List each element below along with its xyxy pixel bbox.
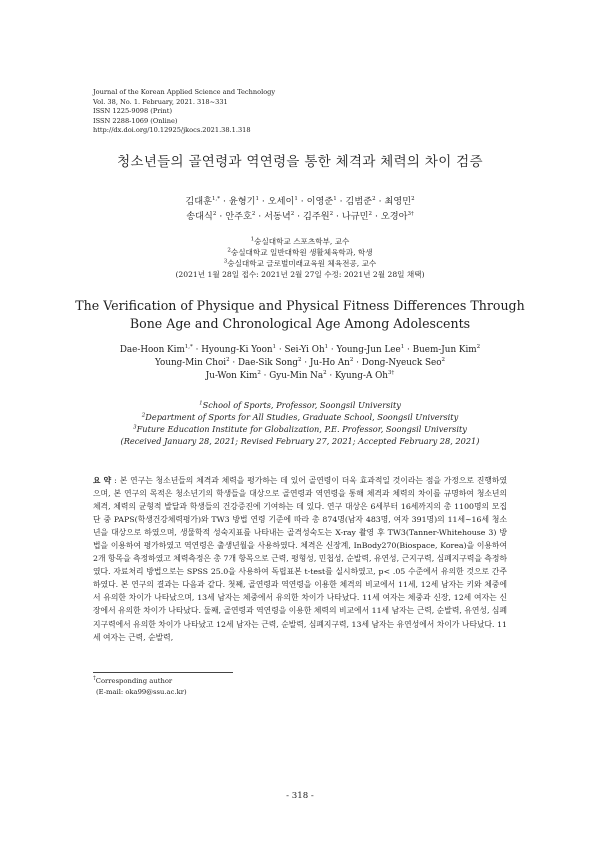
author-affiliation-mark: 1,* <box>212 195 221 202</box>
korean-affiliation-1: $^1$숭실대학교 스포츠학부, 교수 <box>250 236 350 246</box>
author-separator: · <box>192 345 202 355</box>
author-affiliation-mark: 1 <box>400 344 405 351</box>
author-name: 안주호 <box>225 210 252 222</box>
author-separator: · <box>333 210 342 222</box>
author-name: 김대훈 <box>185 196 213 207</box>
author-name: Hyoung-Ki Yoon <box>201 345 273 355</box>
author-name: 김범준 <box>345 196 373 207</box>
abstract-text: 본 연구는 청소년들의 체격과 체력을 평가하는 데 있어 골연령이 더욱 효과적일 것이라는 점을 가정으로 진행하였으며, 본 연구의 목적은 청소년기의 학생들을 대상으로 골연령과 역연령을 통해 체격과 체력의 차이를 규명하여 청소년의 체격, 체력의 균형적 발달과 학생들의 건강증진에 기여하는 데 있다. 연구 대상은 6세부터 16세까지의 총 1100명의 모집단 중 PAPS(학생건강체력평가)와 TW3 방법 연령 기준에 따라 총 874명(남자 483명, 여자 391명)의 11세~16세 청소년을 대상으로 하였으며, 생물학적 성숙지표를 나타내는 골격성숙도는 X-ray 촬영 후 TW3(Tanner-Whitehouse 3) 방법을 이용하여 평가하였고 역연령은 출생년월을 사용하였다. 체격은 신장계, InBody270(Biospace, Korea)을 이용하여 2개 항목을 측정하였고 체력측정은 총 7개 항목으로 근력, 평형성, 민첩성, 순발력, 유연성, 근지구력, 심폐지구력을 측정하였다. 자료처리 방법으로는 SPSS 25.0을 사용하여 독립표본 t-test를 실시하였고, p< .05 수준에서 유의한 것으로 간주하였다. 본 연구의 결과는 다음과 같다. 첫째, 골연령과 역연령을 이용한 체격의 비교에서 11세, 12세 남자는 키와 체중에서 유의한 차이가 나타났으며, 13세 남자는 체중에서 유의한 차이가 나타났다. 11세 여자는 체중과 신장, 12세 여자는 신장에서 유의한 차이가 나타났다. 둘째, 골연령과 역연령을 이용한 체력의 비교에서 11세 남자는 근력, 순발력, 유연성, 심폐지구력에서 유의한 차이가 나타났고 12세 남자는 근력, 순발력, 심폐지구력, 13세 남자는 유연성에서 차이가 나타났다. 11세 여자는 근력, 순발력, <box>93 476 507 642</box>
author-affiliation-mark: 1 <box>333 195 337 202</box>
author-affiliation-mark: 3† <box>387 369 395 376</box>
korean-affiliation-3: $^3$숭실대학교 글로벌미래교육원 체육전공, 교수 <box>223 258 377 268</box>
english-authors <box>0 344 600 382</box>
author-separator: · <box>220 196 229 207</box>
author-name: Buem-Jun Kim <box>412 345 477 355</box>
author-name: Sei-Yi Oh <box>284 345 325 355</box>
korean-affiliations <box>0 236 600 280</box>
author-separator: · <box>276 345 285 355</box>
author-name: 김주원 <box>303 210 330 222</box>
author-name: 이영준 <box>306 196 334 207</box>
author-affiliation-mark: 1,* <box>184 344 193 351</box>
author-affiliation-mark: 2 <box>349 356 354 363</box>
author-separator: · <box>258 196 268 207</box>
author-name: Dong-Nyeuck Seo <box>361 357 442 368</box>
journal-info <box>93 88 275 136</box>
author-separator: · <box>353 357 362 368</box>
author-separator: · <box>375 196 385 207</box>
korean-title: 청소년들의 골연령과 역연령을 통한 체격과 체력의 차이 검증 <box>117 154 483 170</box>
author-separator: · <box>229 357 238 368</box>
author-name: 오경아 <box>380 210 408 222</box>
author-name: 윤형기 <box>228 196 256 207</box>
author-affiliation-mark: 2 <box>290 210 295 217</box>
abstract-label: 요 약 <box>93 476 112 485</box>
author-separator: · <box>216 210 226 222</box>
english-authors-line-3 <box>0 370 600 383</box>
author-name: 송대식 <box>186 210 213 222</box>
author-affiliation-mark: 2 <box>476 344 481 351</box>
korean-received-dates: (2021년 1월 28일 접수: 2021년 2월 27일 수정: 2021년 2월 28일 채택) <box>175 270 425 279</box>
author-name: 최영민 <box>384 196 412 207</box>
author-affiliation-mark: 2 <box>257 369 261 376</box>
korean-authors-line-1 <box>0 195 600 210</box>
author-separator: · <box>336 196 346 207</box>
author-affiliation-mark: 2 <box>372 195 376 202</box>
author-affiliation-mark: 1 <box>324 344 329 351</box>
journal-name: Journal of the Korean Applied Science and Technology <box>93 88 276 96</box>
footnote-divider <box>93 672 233 673</box>
author-name: 나규민 <box>341 210 369 222</box>
author-name: 서동녁 <box>264 210 291 222</box>
author-affiliation-mark: 2 <box>441 356 445 363</box>
english-affiliation-2: $^2$Department of Sports for All Studies, Graduate School, Soongsil University <box>141 412 459 422</box>
author-separator: · <box>255 210 265 222</box>
author-affiliation-mark: 2 <box>298 356 302 363</box>
author-separator: · <box>297 196 307 207</box>
journal-doi[interactable]: http://dx.doi.org/10.12925/jkocs.2021.38.1.318 <box>93 126 251 135</box>
author-separator: · <box>372 210 381 222</box>
footnote <box>93 676 187 697</box>
author-separator: · <box>328 345 337 355</box>
author-name: Young-Jun Lee <box>336 345 401 355</box>
author-affiliation-mark: 2 <box>226 356 230 363</box>
author-affiliation-mark: 2 <box>329 210 334 217</box>
english-title: The Verification of Physique and Physical Fitness Differences Through Bone Age and Chronological Age Among Adolescents <box>75 298 525 331</box>
author-name: Dae-Hoon Kim <box>119 345 185 355</box>
author-separator: · <box>294 210 303 222</box>
author-name: Ju-Ho An <box>309 357 350 368</box>
author-affiliation-mark: 1 <box>255 195 259 202</box>
author-separator: · <box>404 345 413 355</box>
english-affiliations <box>0 399 600 447</box>
author-name: Dae-Sik Song <box>237 357 299 368</box>
author-name: Ju-Won Kim <box>205 370 258 381</box>
korean-authors <box>0 195 600 224</box>
journal-issn-print: ISSN 1225-9098 (Print) <box>93 107 173 116</box>
author-affiliation-mark: 2 <box>251 210 256 217</box>
journal-volume: Vol. 38, No. 1. February, 2021. 318~331 <box>93 97 228 106</box>
author-name: 오세이 <box>267 196 295 207</box>
page-number: - 318 - <box>286 791 314 801</box>
author-separator: · <box>301 357 310 368</box>
korean-authors-line-2 <box>0 210 600 225</box>
author-affiliation-mark: 1 <box>294 195 298 202</box>
korean-affiliation-2: $^2$숭실대학교 일반대학원 생활체육학과, 학생 <box>227 247 373 257</box>
english-received-dates: (Received January 28, 2021; Revised February 27, 2021; Accepted February 28, 2021) <box>120 436 480 446</box>
author-name: Gyu-Min Na <box>269 370 324 381</box>
author-affiliation-mark: 2 <box>212 210 217 217</box>
english-affiliation-3: $^3$Future Education Institute for Globalization, P.E. Professor, Soongsil University <box>133 424 467 434</box>
english-authors-line-2 <box>0 357 600 370</box>
author-affiliation-mark: 2 <box>368 210 373 217</box>
author-affiliation-mark: 3† <box>407 210 414 217</box>
author-affiliation-mark: 1 <box>272 344 277 351</box>
author-name: Kyung-A Oh <box>335 370 388 381</box>
author-name: Young-Min Choi <box>155 357 227 368</box>
author-affiliation-mark: 2 <box>323 369 327 376</box>
journal-issn-online: ISSN 2288-1069 (Online) <box>93 116 178 125</box>
english-affiliation-1: $^1$School of Sports, Professor, Soongsil University <box>199 400 401 410</box>
english-authors-line-1 <box>0 344 600 357</box>
corresponding-author: †Corresponding author <box>93 675 173 685</box>
author-affiliation-mark: 2 <box>411 195 415 202</box>
abstract: 요 약 : 본 연구는 청소년들의 체격과 체력을 평가하는 데 있어 골연령이 더욱 효과적일 것이라는 점을 가정으로 진행하였으며, 본 연구의 목적은 청소년기의 학생들을 대상으로 골연령과 역연령을 통해 체격과 체력의 차이를 규명하여 청소년의 체격, 체력의 균형적 발달과 학생들의 건강증진에 기여하는 데 있다. 연구 대상은 6세부터 16세까지의 총 1100명의 모집단 중 PAPS(학생건강체력평가)와 TW3 방법 연령 기준에 따라 총 874명(남자 483명, 여자 391명)의 11세~16세 청소년을 대상으로 하였으며, 생물학적 성숙지표를 나타내는 골격성숙도는 X-ray 촬영 후 TW3(Tanner-Whitehouse 3) 방법을 이용하여 평가하였고 역연령은 출생년월을 사용하였다. 체격은 신장계, InBody270(Biospace, Korea)을 이용하여 2개 항목을 측정하였고 체력측정은 총 7개 항목으로 근력, 평형성, 민첩성, 순발력, 유연성, 근지구력, 심폐지구력을 측정하였다. 자료처리 방법으로는 SPSS 25.0을 사용하여 독립표본 t-test를 실시하였고, p< .05 수준에서 유의한 것으로 간주하였다. 본 연구의 결과는 다음과 같다. 첫째, 골연령과 역연령을 이용한 체격의 비교에서 11세, 12세 남자는 키와 체중에서 유의한 차이가 나타났으며, 13세 남자는 체중에서 유의한 차이가 나타났다. 11세 여자는 체중과 신장, 12세 여자는 신장에서 유의한 차이가 나타났다. 둘째, 골연령과 역연령을 이용한 체력의 비교에서 11세 남자는 근력, 순발력, 유연성, 심폐지구력에서 유의한 차이가 나타났고 12세 남자는 근력, 순발력, 심폐지구력, 13세 남자는 유연성에서 차이가 나타났다. 11세 여자는 근력, 순발력, <box>93 476 507 642</box>
corresponding-email: (E-mail: oka99@ssu.ac.kr) <box>96 687 187 696</box>
author-separator: · <box>260 370 270 381</box>
author-separator: · <box>326 370 336 381</box>
